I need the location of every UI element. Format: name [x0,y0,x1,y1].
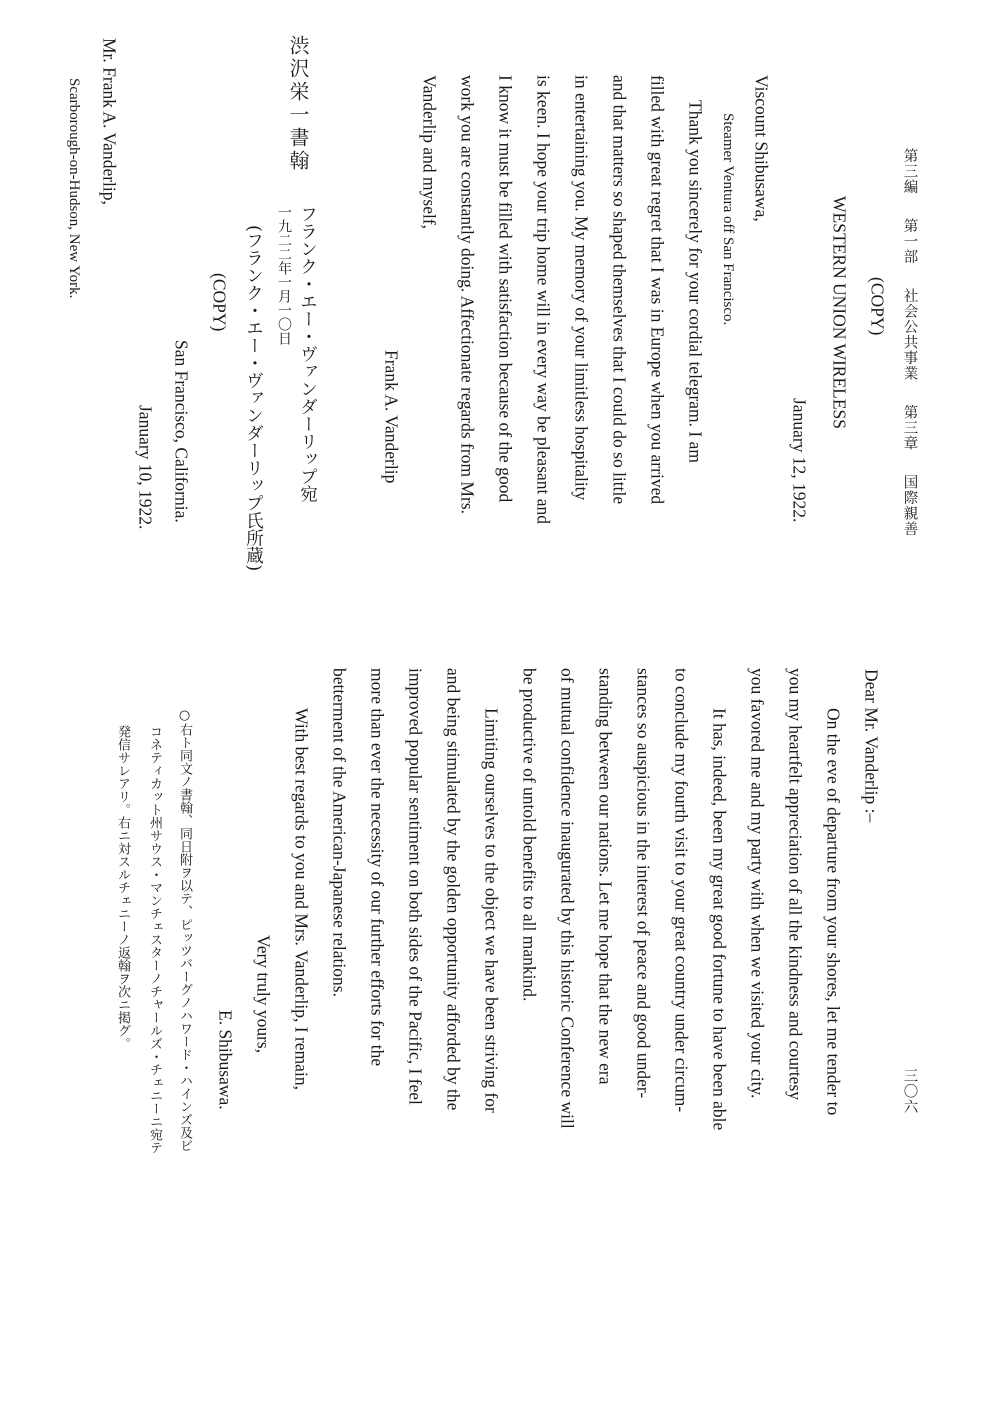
telegram-service: WESTERN UNION WIRELESS [829,196,850,429]
letter-closing: Very truly yours, [253,935,274,1054]
telegram-body-line: filled with great regret that I was in Europe when you arrived [647,75,668,505]
telegram-copy-note: (COPY) [867,277,888,336]
letter-body-line: be productive of untold benefits to all mankind. [519,668,540,1002]
letter-body-line: On the eve of departure from your shores, let me tender to [823,708,844,1116]
running-head-part: 第三編 [901,148,918,195]
telegram-body-line: and that matters so shaped themselves that I could do so little [609,75,630,505]
letter-body-line: It has, indeed, been my great good fortune to have been able [709,708,730,1131]
letter-copy-note: (COPY) [209,273,230,332]
letter-signature: E. Shibusawa. [215,1010,236,1110]
letter-date-jp: 一九二二年一月一〇日 [276,205,292,345]
letter-place: San Francisco, California. [171,340,192,523]
letter-body-line: improved popular sentiment on both sides of the Pacific, I feel [405,668,426,1105]
letter-body-line: Limiting ourselves to the object we have been striving for [481,708,502,1113]
telegram-body-line: Vanderlip and myself, [419,75,440,230]
letter-date: January 10, 1922. [135,405,156,530]
collection-note: (フランク・エー・ヴァンダーリップ氏所蔵) [243,225,264,572]
editor-note-line: ○右ト同文ノ書翰、同日附ヲ以テ、ピッツバーグノハワード・ハインズ及ビ [177,708,192,1152]
letter-body-line: more than ever the necessity of our further efforts for the [367,668,388,1067]
letter-salutation: Dear Mr. Vanderlip :– [861,669,882,823]
running-head-part: 社会公共事業 [901,288,918,382]
letter-body-line: and being stimulated by the golden opportunity afforded by the [443,668,464,1111]
editor-note-line: 発信サレアリ。右ニ対スルチェニーノ返翰ヲ次ニ掲グ。 [115,725,130,1050]
letter-body-line: you my heartfelt appreciation of all the kindness and courtesy [785,668,806,1101]
letter-body-line: stances so auspicious in the interest of peace and good under- [633,668,654,1099]
telegram-date: January 12, 1922. [789,398,810,523]
editor-note-line: コネティカット州サウス・マンチェスターノチャールズ・チェニーニ宛テ [147,725,162,1154]
page-number: 三〇六 [901,1068,918,1115]
telegram-signature: Frank A. Vanderlip [381,350,402,484]
telegram-body-line: work you are constantly doing. Affectionate regards from Mrs. [457,75,478,515]
running-head [902,148,917,537]
letter-body-line: With best regards to you and Mrs. Vanderlip, I remain, [291,708,312,1090]
telegram-body-line: is keen. I hope your trip home will in every way be pleasant and [533,75,554,525]
telegram-body-line: in entertaining you. My memory of your limitless hospitality [571,75,592,501]
telegram-address: Steamer Ventura off San Francisco. [720,113,736,326]
letter-address: Scarborough-on-Hudson, New York. [66,78,82,299]
letter-body-line: you favored me and my party with when we visited your city. [747,668,768,1099]
letter-body-line: to conclude my fourth visit to your great country under circum- [671,668,692,1113]
telegram-body-line: Thank you sincerely for your cordial telegram. I am [685,100,706,463]
letter-body-line: standing between our nations. Let me hope that the new era [595,668,616,1085]
telegram-body-line: I know it must be filled with satisfaction because of the good [495,75,516,503]
letter-body-line: of mutual confidence inaugurated by this historic Conference will [557,668,578,1129]
telegram-addressee: Viscount Shibusawa, [751,75,772,222]
running-head-part: 国際親善 [901,474,918,537]
running-head-part: 第三章 [901,404,918,452]
letter-addressee: Mr. Frank A. Vanderlip, [99,38,120,205]
letter-body-line: betterment of the American-Japanese relations. [329,668,350,997]
letter-recipient-jp: フランク・エー・ヴァンダーリップ宛 [297,205,318,503]
running-head-part: 第一部 [901,218,918,265]
letter-title: 渋沢栄一書翰 [286,35,310,173]
